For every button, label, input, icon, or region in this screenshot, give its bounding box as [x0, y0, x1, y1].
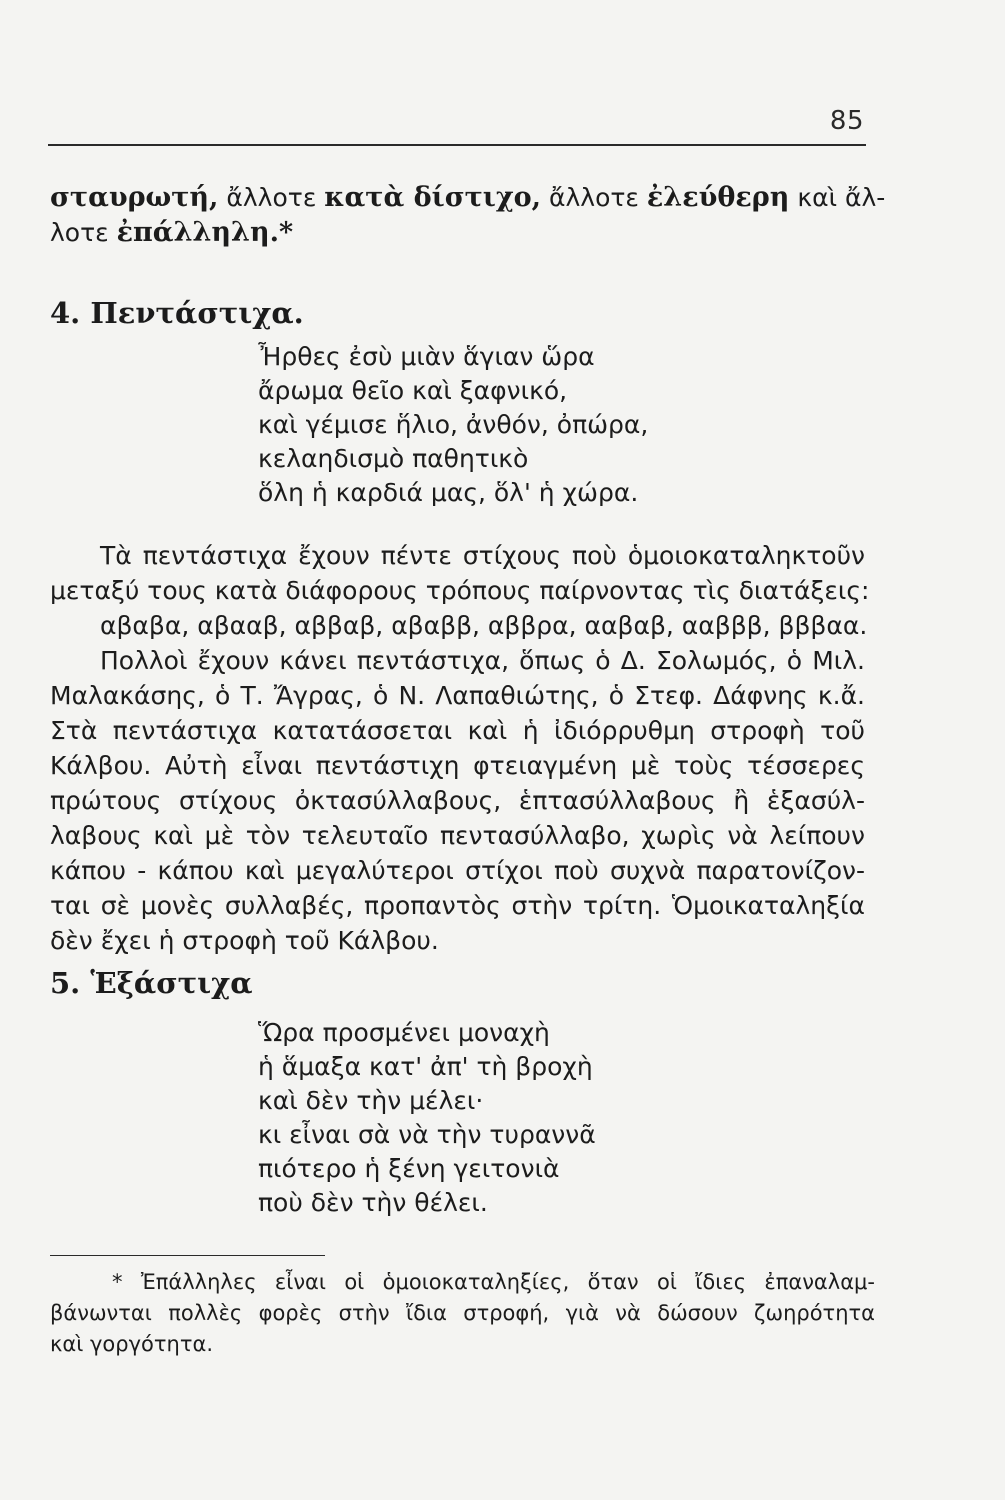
poem-line: ἡ ἅμαξα κατ' ἀπ' τὴ βροχὴ [258, 1052, 593, 1081]
paragraph-line: ται σὲ μονὲς συλλαβές, προπαντὸς στὴν τρίτη. Ὁμοικαταληξία [50, 891, 865, 920]
intro-line-2 [50, 215, 865, 250]
intro-line-1 [50, 180, 886, 215]
poem-line: ἄρωμα θεῖο καὶ ξαφνικό, [258, 376, 568, 405]
poem-line: ποὺ δὲν τὴν θέλει. [258, 1188, 488, 1217]
paragraph-line: κάπου - κάπου καὶ μεγαλύτεροι στίχοι ποὺ συχνὰ παρατονίζον- [50, 856, 865, 885]
poem-line: ὅλη ἡ καρδιά μας, ὅλ' ἡ χώρα. [258, 478, 639, 507]
poem-line: Ὥρα προσμένει μοναχὴ [258, 1018, 550, 1047]
page-number: 85 [829, 106, 864, 136]
term-eleftheri: ἐλεύθερη [646, 182, 790, 213]
poem-line: κελαηδισμὸ παθητικὸ [258, 444, 529, 473]
rhyme-schemes-line: αβαβα, αβααβ, αββαβ, αβαββ, αββρα, ααβαβ, ααβββ, βββαα. [100, 611, 868, 640]
poem-line: πιότερο ἡ ξένη γειτονιὰ [258, 1154, 560, 1183]
poem-line: Ἦρθες ἐσὺ μιὰν ἅγιαν ὥρα [258, 342, 595, 371]
paragraph-line: Πολλοὶ ἔχουν κάνει πεντάστιχα, ὅπως ὁ Δ. Σολωμός, ὁ Μιλ. [100, 646, 865, 675]
intro-word: λοτε [50, 218, 109, 247]
footnote-line: * Ἐπάλληλες εἶναι οἱ ὁμοιοκαταληξίες, ὅταν οἱ ἴδιες ἐπαναλαμ- [112, 1270, 875, 1294]
term-epalliili: ἐπάλληλη.* [116, 217, 294, 248]
intro-paragraph [50, 180, 886, 250]
term-kata-distixo: κατὰ δίστιχο, [324, 182, 542, 213]
poem-eksastixo [258, 1016, 596, 1220]
intro-word: ἄλλοτε [226, 183, 317, 212]
footnote-line: καὶ γοργότητα. [50, 1332, 213, 1356]
poem-line: κι εἶναι σὰ νὰ τὴν τυραννᾶ [258, 1120, 596, 1149]
paragraph-pentastixa [50, 538, 870, 958]
paragraph-line: Τὰ πεντάστιχα ἔχουν πέντε στίχους ποὺ ὁμοιοκαταληκτοῦν [100, 541, 865, 570]
footnote-line: βάνωνται πολλὲς φορὲς στὴν ἴδια στροφή, γιὰ νὰ δώσουν ζωηρότητα [50, 1301, 875, 1325]
paragraph-line: Μαλακάσης, ὁ Τ. Ἄγρας, ὁ Ν. Λαπαθιώτης, ὁ Στεφ. Δάφνης κ.ἄ. [50, 681, 865, 710]
header-rule [48, 144, 866, 146]
intro-word: καὶ ἄλ- [797, 183, 886, 212]
footnote [50, 1267, 875, 1360]
paragraph-line: μεταξύ τους κατὰ διάφορους τρόπους παίρνοντας τὶς διατάξεις: [50, 576, 870, 605]
paragraph-line: λαβους καὶ μὲ τὸν τελευταῖο πεντασύλλαβο, χωρὶς νὰ λείπουν [50, 821, 865, 850]
term-stavroti: σταυρωτή, [50, 182, 219, 213]
section-heading-pentastixa: 4. Πεντάστιχα. [50, 296, 304, 330]
intro-word: ἄλλοτε [549, 183, 639, 212]
paragraph-line: Στὰ πεντάστιχα κατατάσσεται καὶ ἡ ἰδιόρρυθμη στροφὴ τοῦ [50, 716, 865, 745]
paragraph-line: Κάλβου. Αὐτὴ εἶναι πεντάστιχη φτειαγμένη μὲ τοὺς τέσσερες [50, 751, 865, 780]
footnote-rule [50, 1255, 325, 1256]
section-heading-eksastixa: 5. Ἑξάστιχα [50, 966, 253, 1000]
poem-line: καὶ γέμισε ἥλιο, ἀνθόν, ὀπώρα, [258, 410, 649, 439]
paragraph-line: πρώτους στίχους ὀκτασύλλαβους, ἑπτασύλλαβους ἢ ἑξασύλ- [50, 786, 865, 815]
poem-line: καὶ δὲν τὴν μέλει· [258, 1086, 484, 1115]
poem-pentastixo [258, 340, 648, 510]
paragraph-line: δὲν ἔχει ἡ στροφὴ τοῦ Κάλβου. [50, 926, 439, 955]
